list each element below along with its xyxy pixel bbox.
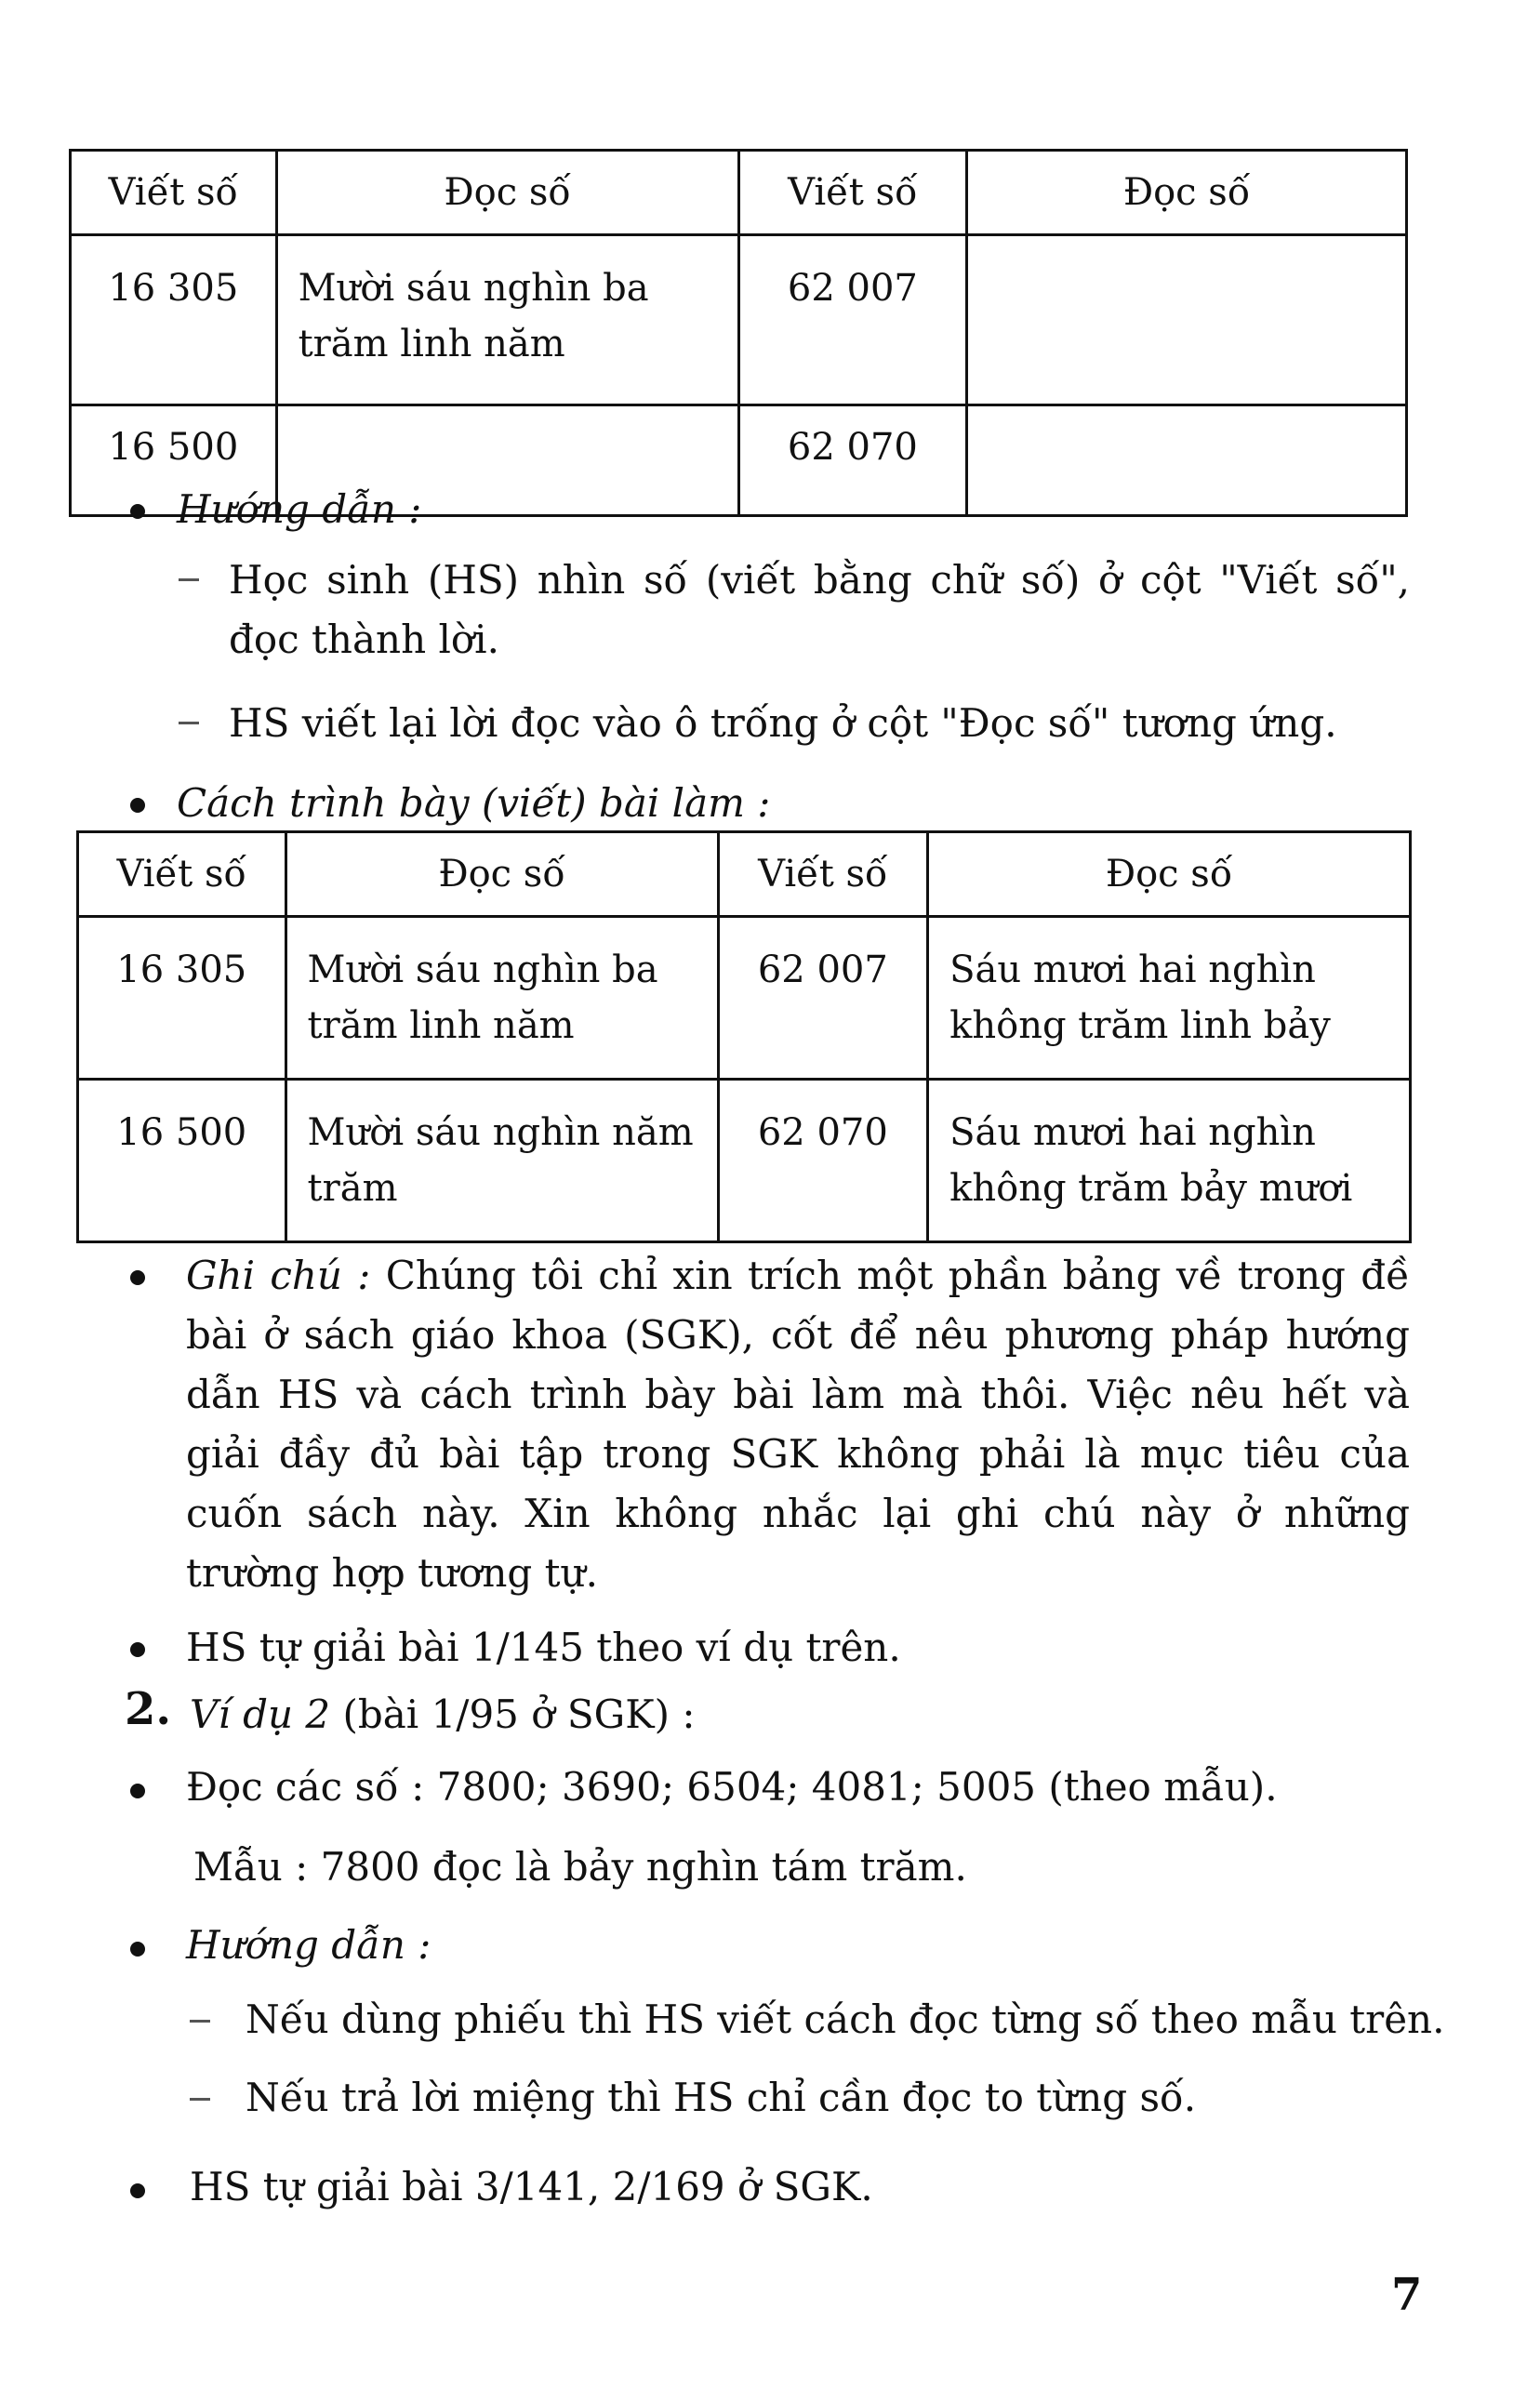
bullet-icon — [130, 798, 145, 813]
self-practice: HS tự giải bài 1/145 theo ví dụ trên. — [186, 1625, 901, 1670]
reading-cell: Mười sáu nghìn năm trăm — [285, 1080, 718, 1242]
header-doc-so: Đọc số — [276, 151, 738, 235]
reading-cell: Mười sáu nghìn ba trăm linh năm — [276, 235, 738, 405]
note-paragraph — [186, 1246, 1410, 1603]
guide-step: Nếu dùng phiếu thì HS viết cách đọc từng số theo mẫu trên. — [246, 1997, 1445, 2042]
item-number: 2. — [125, 1683, 172, 1735]
reading-cell: Sáu mươi hai nghìn không trăm linh bảy — [928, 917, 1411, 1080]
number-cell: 16 305 — [78, 917, 286, 1080]
bullet-icon — [130, 1942, 145, 1957]
bullet-icon — [130, 1642, 145, 1657]
page-number: 7 — [1391, 2269, 1423, 2321]
number-cell: 62 070 — [718, 1080, 928, 1242]
header-viet-so: Viết số — [71, 151, 277, 235]
dash-icon — [179, 722, 199, 724]
note-text: Chúng tôi chỉ xin trích một phần bảng về trong đề bài ở sách giáo khoa (SGK), cốt để nêu phương pháp hướng dẫn HS và cách trình bày bài làm mà thôi. Việc nêu hết và giải đầy đủ bài tập trong SGK không phải là mục tiêu của cuốn sách này. Xin không nhắc lại ghi chú này ở những trường hợp tương tự. — [186, 1253, 1410, 1596]
solution-table — [76, 830, 1412, 1243]
table-header-row — [71, 151, 1407, 235]
table-row — [78, 1080, 1411, 1242]
header-doc-so: Đọc số — [928, 832, 1411, 917]
header-viet-so: Viết số — [718, 832, 928, 917]
guide-step: Nếu trả lời miệng thì HS chỉ cần đọc to từng số. — [246, 2075, 1197, 2120]
note-label: Ghi chú : — [186, 1253, 371, 1298]
dash-icon — [190, 2020, 210, 2023]
table-row — [71, 235, 1407, 405]
header-doc-so: Đọc số — [967, 151, 1407, 235]
number-cell: 62 007 — [718, 917, 928, 1080]
section-title: Hướng dẫn : — [177, 486, 422, 532]
section-title: Hướng dẫn : — [186, 1922, 431, 1968]
dash-icon — [179, 578, 199, 581]
example-label: Ví dụ 2 — [190, 1692, 331, 1737]
number-cell: 16 500 — [78, 1080, 286, 1242]
header-doc-so: Đọc số — [285, 832, 718, 917]
number-cell: 16 500 — [71, 405, 277, 516]
bullet-icon — [130, 1784, 145, 1798]
table-header-row — [78, 832, 1411, 917]
reading-cell: Sáu mươi hai nghìn không trăm bảy mươi — [928, 1080, 1411, 1242]
empty-reading-cell — [967, 235, 1407, 405]
exercise-table — [69, 149, 1408, 517]
example-ref: (bài 1/95 ở SGK) : — [342, 1692, 696, 1737]
table-row — [78, 917, 1411, 1080]
guide-step: HS viết lại lời đọc vào ô trống ở cột "Đọc số" tương ứng. — [229, 700, 1337, 746]
section-title: Cách trình bày (viết) bài làm : — [177, 780, 771, 826]
bullet-icon — [130, 2183, 145, 2198]
self-practice: HS tự giải bài 3/141, 2/169 ở SGK. — [190, 2164, 873, 2209]
guide-step: Học sinh (HS) nhìn số (viết bằng chữ số) ở cột "Viết số", đọc thành lời. — [229, 557, 1410, 662]
bullet-icon — [130, 1270, 145, 1285]
number-cell: 62 007 — [738, 235, 967, 405]
dash-icon — [190, 2098, 210, 2101]
example-heading — [190, 1685, 695, 1745]
empty-reading-cell — [967, 405, 1407, 516]
example-sample: Mẫu : 7800 đọc là bảy nghìn tám trăm. — [193, 1844, 967, 1890]
header-viet-so: Viết số — [78, 832, 286, 917]
example-task: Đọc các số : 7800; 3690; 6504; 4081; 5005 (theo mẫu). — [186, 1764, 1278, 1810]
number-cell: 62 070 — [738, 405, 967, 516]
reading-cell: Mười sáu nghìn ba trăm linh năm — [285, 917, 718, 1080]
number-cell: 16 305 — [71, 235, 277, 405]
header-viet-so: Viết số — [738, 151, 967, 235]
bullet-icon — [130, 504, 145, 519]
